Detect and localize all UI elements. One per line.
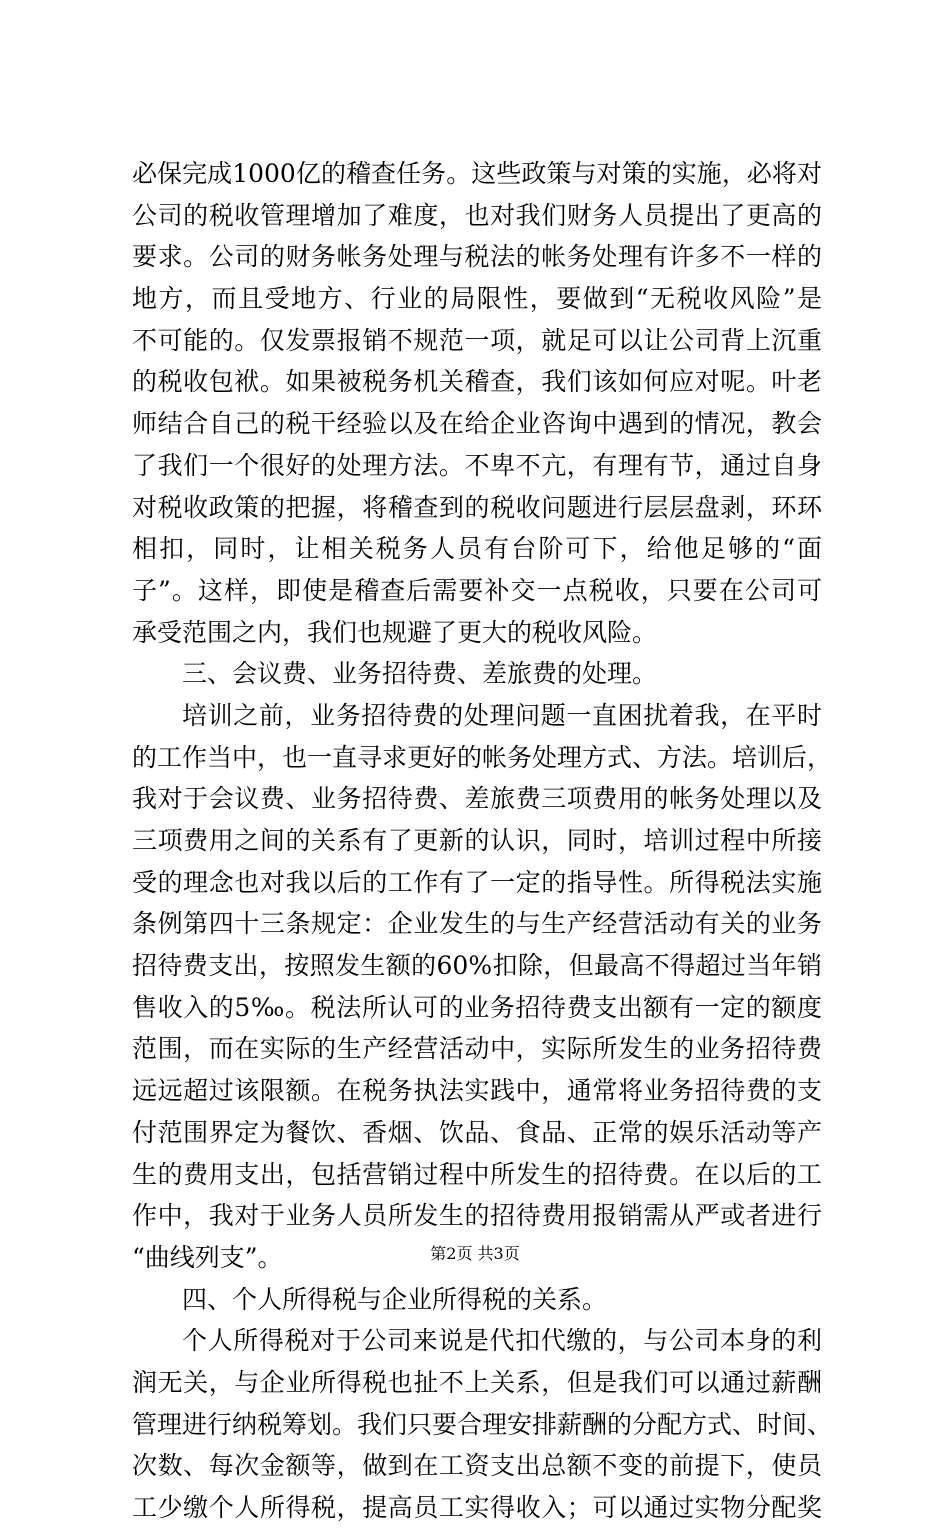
text-line: 次数、每次金额等，做到在工资支出总额不变的前提下，使员 xyxy=(132,1451,822,1481)
text-line: 个人所得税对于公司来说是代扣代缴的，与公司本身的利 xyxy=(182,1326,822,1356)
text-line: 不可能的。仅发票报销不规范一项，就足可以让公司背上沉重 xyxy=(132,325,822,355)
text-line: 要求。公司的财务帐务处理与税法的帐务处理有许多不一样的 xyxy=(132,242,822,272)
text-line: 招待费支出，按照发生额的60%扣除，但最高不得超过当年销 xyxy=(132,951,822,981)
text-line: 生的费用支出，包括营销过程中所发生的招待费。在以后的工 xyxy=(132,1159,822,1189)
text-line: 条例第四十三条规定：企业发生的与生产经营活动有关的业务 xyxy=(132,909,822,939)
text-line: 的工作当中，也一直寻求更好的帐务处理方式、方法。培训后， xyxy=(132,742,833,772)
text-line: “曲线列支”。 xyxy=(132,1242,283,1272)
text-line: 对税收政策的把握，将稽查到的税收问题进行层层盘剥，环环 xyxy=(132,492,822,522)
text-line: 售收入的5‰。税法所认可的业务招待费支出额有一定的额度 xyxy=(132,992,822,1022)
text-line: 师结合自己的税干经验以及在给企业咨询中遇到的情况，教会 xyxy=(132,409,822,439)
text-line: 子”。这样，即使是稽查后需要补交一点税收，只要在公司可 xyxy=(132,575,822,605)
text-line: 管理进行纳税筹划。我们只要合理安排薪酬的分配方式、时间、 xyxy=(132,1409,833,1439)
text-line: 工少缴个人所得税，提高员工实得收入；可以通过实物分配奖 xyxy=(132,1493,822,1522)
text-line: 培训之前，业务招待费的处理问题一直困扰着我，在平时 xyxy=(182,700,822,730)
text-line: 地方，而且受地方、行业的局限性，要做到“无税收风险”是 xyxy=(132,284,822,314)
text-line: 远远超过该限额。在税务执法实践中，通常将业务招待费的支 xyxy=(132,1076,822,1106)
text-line: 润无关，与企业所得税也扯不上关系，但是我们可以通过薪酬 xyxy=(132,1367,822,1397)
document-body xyxy=(132,153,833,1529)
text-line: 三、会议费、业务招待费、差旅费的处理。 xyxy=(182,659,658,689)
text-line: 必保完成1000亿的稽查任务。这些政策与对策的实施，必将对 xyxy=(132,159,822,188)
text-line: 付范围界定为餐饮、香烟、饮品、食品、正常的娱乐活动等产 xyxy=(132,1117,822,1147)
text-line: 三项费用之间的关系有了更新的认识，同时，培训过程中所接 xyxy=(132,826,822,855)
text-line: 承受范围之内，我们也规避了更大的税收风险。 xyxy=(132,617,658,647)
text-line: 四、个人所得税与企业所得税的关系。 xyxy=(182,1284,608,1314)
page-footer: 第2页 共3页 xyxy=(430,1244,520,1263)
text-line: 公司的税收管理增加了难度，也对我们财务人员提出了更高的 xyxy=(132,200,822,230)
text-line: 作中，我对于业务人员所发生的招待费用报销需从严或者进行 xyxy=(132,1201,822,1231)
text-line: 受的理念也对我以后的工作有了一定的指导性。所得税法实施 xyxy=(132,867,822,897)
text-line: 范围，而在实际的生产经营活动中，实际所发生的业务招待费 xyxy=(132,1034,822,1064)
text-line: 我对于会议费、业务招待费、差旅费三项费用的帐务处理以及 xyxy=(132,784,822,814)
text-line: 相扣，同时，让相关税务人员有台阶可下，给他足够的“面 xyxy=(132,534,822,564)
text-line: 的税收包袱。如果被税务机关稽查，我们该如何应对呢。叶老 xyxy=(132,367,822,397)
text-line: 了我们一个很好的处理方法。不卑不亢，有理有节，通过自身 xyxy=(132,450,822,480)
